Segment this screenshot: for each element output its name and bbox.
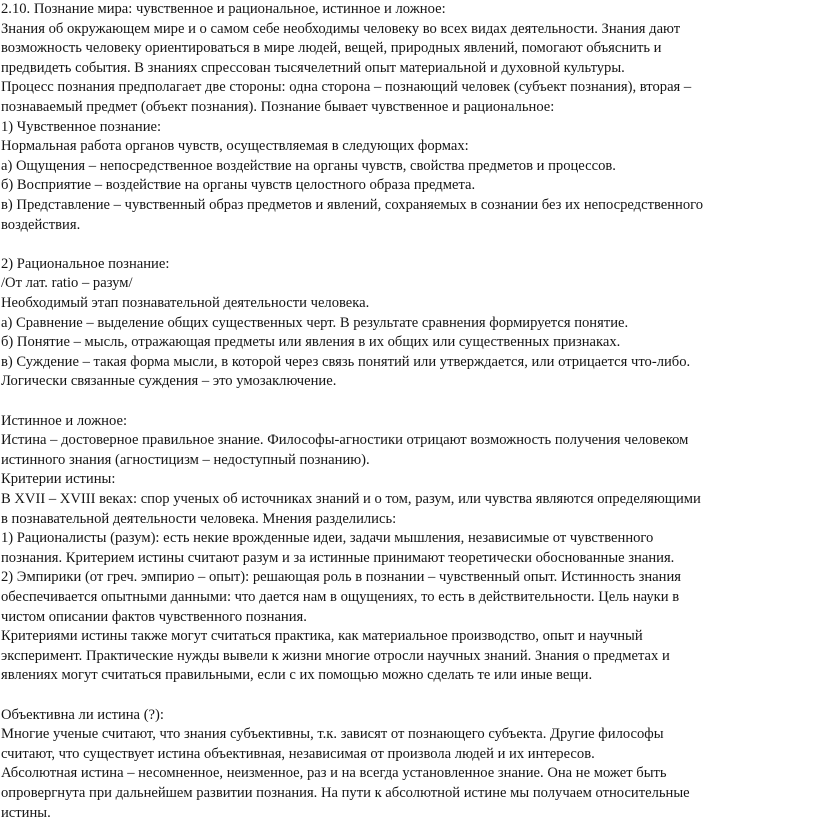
text-line: в) Суждение – такая форма мысли, в которой через связь понятий или утверждается, или отрицается что-либо. bbox=[1, 353, 691, 370]
text-line: воздействия. bbox=[1, 216, 81, 233]
text-line: познаваемый предмет (объект познания). Познание бывает чувственное и рациональное: bbox=[1, 99, 555, 115]
text-line: 2) Эмпирики (от греч. эмпирио – опыт): решающая роль в познании – чувственный опыт. Истинность знания bbox=[1, 569, 681, 586]
text-line: познания. Критерием истины считают разум и за истинные принимают теоретически обоснованные знания. bbox=[1, 549, 675, 566]
text-line: 1) Чувственное познание: bbox=[1, 118, 162, 135]
text-line: Критерии истины: bbox=[1, 471, 116, 488]
text-line: Процесс познания предполагает две стороны: одна сторона – познающий человек (субъект познания), вторая – bbox=[1, 79, 692, 96]
text-line: Критериями истины также могут считаться практика, как материальное производство, опыт и научный bbox=[1, 628, 643, 645]
text-line: явлениях могут считаться правильными, если с их помощью можно сделать те или иные вещи. bbox=[1, 667, 593, 684]
text-line: Знания об окружающем мире и о самом себе необходимы человеку во всех видах деятельности. Знания дают bbox=[1, 20, 681, 37]
text-line: Истина – достоверное правильное знание. Философы-агностики отрицают возможность получения человеком bbox=[1, 432, 689, 449]
text-line: Необходимый этап познавательной деятельности человека. bbox=[1, 295, 370, 311]
text-line: а) Сравнение – выделение общих существенных черт. В результате сравнения формируется понятие. bbox=[1, 314, 629, 331]
text-line: 2.10. Познание мира: чувственное и рациональное, истинное и ложное: bbox=[1, 1, 446, 17]
text-line: считают, что существует истина объективная, независимая от произвола людей и их интересов. bbox=[1, 745, 595, 762]
text-line: б) Восприятие – воздействие на органы чувств целостного образа предмета. bbox=[1, 177, 476, 194]
text-line: 1) Рационалисты (разум): есть некие врожденные идеи, задачи мышления, независимые от чувственного bbox=[1, 530, 654, 547]
text-line: Нормальная работа органов чувств, осуществляемая в следующих формах: bbox=[1, 138, 469, 155]
text-line: В XVII – XVIII веках: спор ученых об источниках знаний и о том, разум, или чувства являются определяющими bbox=[1, 491, 701, 507]
text-line: чистом описании фактов чувственного познания. bbox=[1, 608, 307, 625]
text-line: истины. bbox=[1, 804, 51, 821]
text-line: Абсолютная истина – несомненное, неизменное, раз и на всегда установленное знание. Она не может быть bbox=[1, 765, 667, 782]
text-line: Логически связанные суждения – это умозаключение. bbox=[1, 373, 337, 390]
text-line: предвидеть события. В знаниях спрессован тысячелетний опыт материальной и духовной культуры. bbox=[1, 59, 625, 76]
text-line: Объективна ли истина (?): bbox=[1, 706, 164, 723]
text-line: в) Представление – чувственный образ предметов и явлений, сохраняемых в сознании без их непосредственного bbox=[1, 197, 704, 213]
text-line: в познавательной деятельности человека. Мнения разделились: bbox=[1, 510, 397, 527]
text-line: возможность человеку ориентироваться в мире людей, вещей, природных явлений, помогают объяснить и bbox=[1, 40, 662, 57]
text-line: /От лат. ratio – разум/ bbox=[1, 275, 133, 292]
text-line: а) Ощущения – непосредственное воздействие на органы чувств, свойства предметов и процессов. bbox=[1, 157, 616, 174]
text-line: Истинное и ложное: bbox=[1, 412, 127, 429]
text-line: 2) Рациональное познание: bbox=[1, 255, 170, 272]
text-line: б) Понятие – мысль, отражающая предметы или явления в их общих или существенных признаках. bbox=[1, 334, 621, 351]
text-line: истинного знания (агностицизм – недоступный познанию). bbox=[1, 451, 370, 468]
text-line: Многие ученые считают, что знания субъективны, т.к. зависят от познающего субъекта. Другие философы bbox=[1, 726, 664, 743]
text-line: опровергнута при дальнейшем развитии познания. На пути к абсолютной истине мы получаем относительные bbox=[1, 785, 690, 801]
text-line: эксперимент. Практические нужды вывели к жизни многие отросли научных знаний. Знания о предметах и bbox=[1, 647, 670, 664]
text-line: обеспечивается опытными данными: что дается нам в ощущениях, то есть в действительности. Цель науки в bbox=[1, 589, 680, 605]
